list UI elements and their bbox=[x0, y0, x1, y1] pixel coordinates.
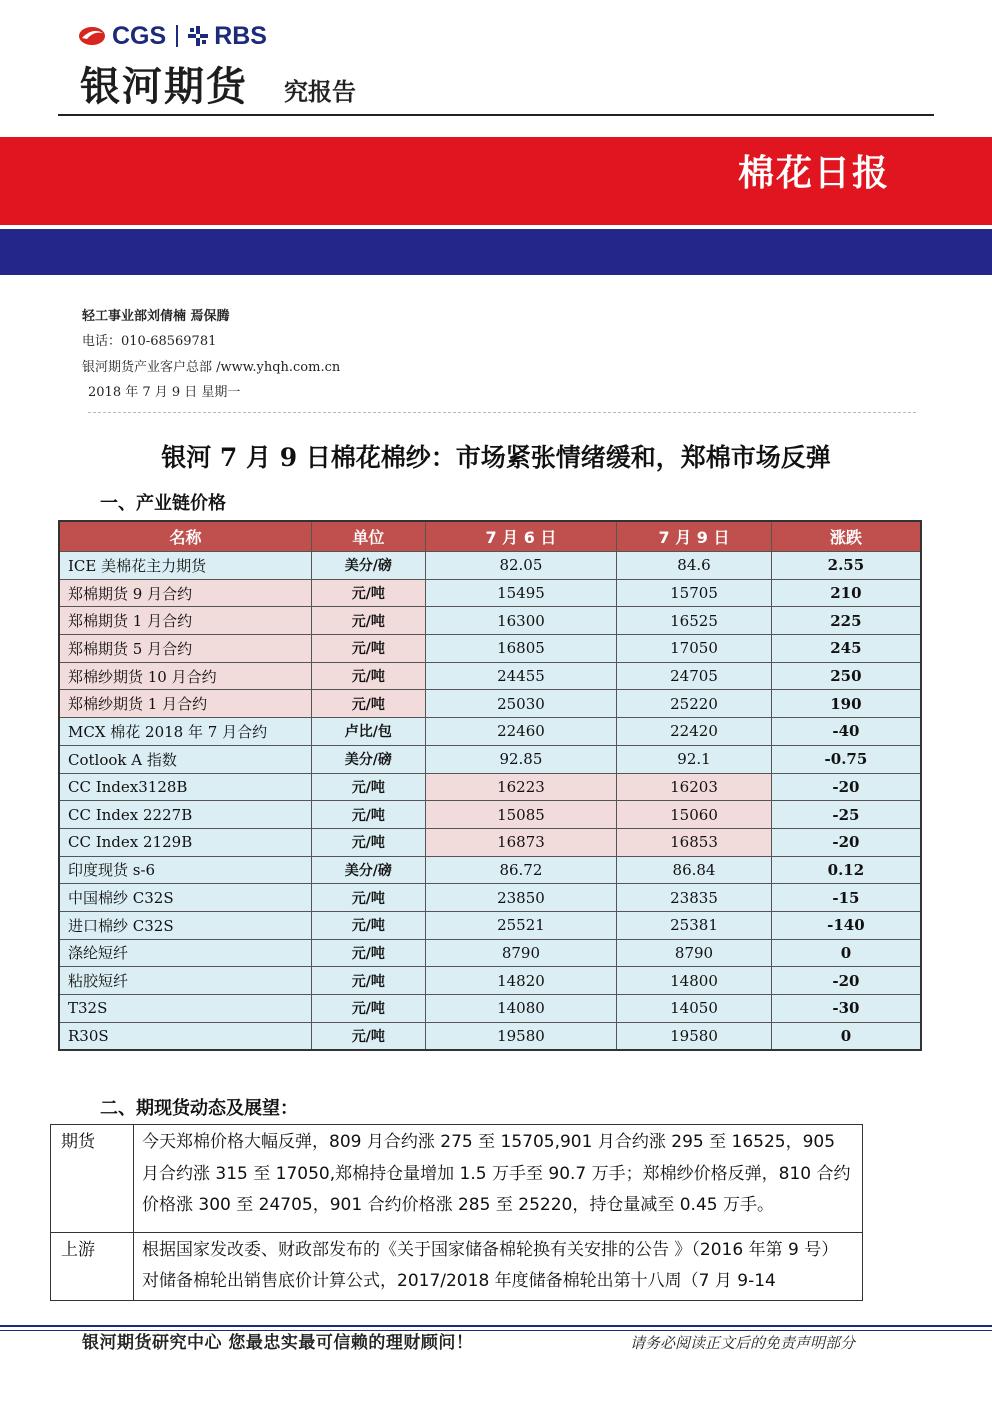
outlook-label: 上游 bbox=[51, 1232, 134, 1300]
cell-change: 0.12 bbox=[771, 856, 921, 884]
cell-date1-value: 23850 bbox=[425, 884, 617, 912]
cell-unit: 元/吨 bbox=[311, 995, 425, 1023]
col-header-name: 名称 bbox=[59, 521, 311, 552]
cell-unit: 元/吨 bbox=[311, 690, 425, 718]
table-row bbox=[59, 911, 921, 939]
cell-date2-value: 14050 bbox=[617, 995, 772, 1023]
table-row bbox=[59, 635, 921, 663]
cell-date2-value: 86.84 bbox=[617, 856, 772, 884]
section-heading-prices: 一、产业链价格 bbox=[100, 493, 226, 514]
cell-name: MCX 棉花 2018 年 7 月合约 bbox=[59, 718, 311, 746]
cell-unit: 元/吨 bbox=[311, 828, 425, 856]
table-row bbox=[59, 884, 921, 912]
cell-name: 中国棉纱 C32S bbox=[59, 884, 311, 912]
cell-change: -30 bbox=[771, 995, 921, 1023]
cell-name: 进口棉纱 C32S bbox=[59, 911, 311, 939]
cell-change: 2.55 bbox=[771, 552, 921, 580]
table-row bbox=[59, 801, 921, 829]
report-date: 2018 年 7 月 9 日 星期一 bbox=[88, 385, 241, 400]
cell-date2-value: 17050 bbox=[617, 635, 772, 663]
cell-date2-value: 15705 bbox=[617, 579, 772, 607]
outlook-row bbox=[51, 1125, 863, 1233]
section-heading-outlook: 二、期现货动态及展望： bbox=[100, 1098, 298, 1119]
document-title: 银河 7 月 9 日棉花棉纱：市场紧张情绪缓和，郑棉市场反弹 bbox=[161, 443, 831, 472]
logo-cgs-text: CGS bbox=[112, 21, 167, 50]
cell-unit: 元/吨 bbox=[311, 1022, 425, 1050]
blue-banner bbox=[0, 229, 992, 275]
cell-name: 郑棉期货 9 月合约 bbox=[59, 579, 311, 607]
cell-unit: 元/吨 bbox=[311, 967, 425, 995]
outlook-label: 期货 bbox=[51, 1125, 134, 1233]
col-header-change: 涨跌 bbox=[771, 521, 921, 552]
cell-name: CC Index 2227B bbox=[59, 801, 311, 829]
cell-change: -20 bbox=[771, 967, 921, 995]
cell-change: -15 bbox=[771, 884, 921, 912]
cgs-logo-icon bbox=[78, 25, 106, 47]
table-header-row bbox=[59, 521, 921, 552]
cell-date2-value: 84.6 bbox=[617, 552, 772, 580]
cell-name: Cotlook A 指数 bbox=[59, 745, 311, 773]
outlook-text: 今天郑棉价格大幅反弹，809 月合约涨 275 至 15705,901 月合约涨 295 至 16525，905 月合约涨 315 至 17050,郑棉持仓量增加 1.5 万手至 90.7 万手；郑棉纱价格反弹，810 合约价格涨 300 至 24705，901 合约价格涨 285 至 25220，持仓量减至 0.45 万手。 bbox=[134, 1125, 863, 1233]
cell-date1-value: 16873 bbox=[425, 828, 617, 856]
table-row bbox=[59, 773, 921, 801]
cell-name: R30S bbox=[59, 1022, 311, 1050]
cell-name: 郑棉纱期货 1 月合约 bbox=[59, 690, 311, 718]
brand-logo bbox=[78, 20, 267, 52]
cell-name: 印度现货 s-6 bbox=[59, 856, 311, 884]
phone: 电话：010-68569781 bbox=[82, 334, 217, 349]
table-row bbox=[59, 579, 921, 607]
cell-date2-value: 22420 bbox=[617, 718, 772, 746]
cell-date1-value: 15495 bbox=[425, 579, 617, 607]
header-divider bbox=[58, 114, 934, 116]
table-row bbox=[59, 552, 921, 580]
cell-date1-value: 15085 bbox=[425, 801, 617, 829]
cell-name: T32S bbox=[59, 995, 311, 1023]
cell-unit: 元/吨 bbox=[311, 911, 425, 939]
rbs-logo-icon bbox=[188, 26, 208, 46]
cell-name: 郑棉纱期货 10 月合约 bbox=[59, 662, 311, 690]
cell-change: 190 bbox=[771, 690, 921, 718]
cell-date2-value: 16853 bbox=[617, 828, 772, 856]
cell-date1-value: 22460 bbox=[425, 718, 617, 746]
footer-slogan: 银河期货研究中心 您最忠实最可信赖的理财顾问！ bbox=[82, 1333, 474, 1353]
cell-change: -25 bbox=[771, 801, 921, 829]
outlook-text: 根据国家发改委、财政部发布的《关于国家储备棉轮换有关安排的公告 》（2016 年第 9 号）对储备棉轮出销售底价计算公式，2017/2018 年度储备棉轮出第十八周（7 月 9-14 bbox=[134, 1232, 863, 1300]
cell-change: 0 bbox=[771, 939, 921, 967]
cell-date2-value: 25220 bbox=[617, 690, 772, 718]
cell-date1-value: 8790 bbox=[425, 939, 617, 967]
cell-date2-value: 14800 bbox=[617, 967, 772, 995]
cell-date1-value: 16300 bbox=[425, 607, 617, 635]
authors: 轻工事业部刘倩楠 焉保腾 bbox=[82, 309, 230, 324]
table-row bbox=[59, 662, 921, 690]
table-row bbox=[59, 856, 921, 884]
cell-unit: 元/吨 bbox=[311, 607, 425, 635]
cell-date2-value: 25381 bbox=[617, 911, 772, 939]
cell-date2-value: 8790 bbox=[617, 939, 772, 967]
cell-date1-value: 14820 bbox=[425, 967, 617, 995]
table-row bbox=[59, 1022, 921, 1050]
col-header-date2: 7 月 9 日 bbox=[617, 521, 772, 552]
cell-date1-value: 82.05 bbox=[425, 552, 617, 580]
cell-change: 210 bbox=[771, 579, 921, 607]
cell-change: 250 bbox=[771, 662, 921, 690]
logo-divider bbox=[176, 25, 178, 47]
cell-unit: 元/吨 bbox=[311, 662, 425, 690]
meta-divider bbox=[88, 412, 916, 413]
cell-change: 225 bbox=[771, 607, 921, 635]
cell-date2-value: 19580 bbox=[617, 1022, 772, 1050]
cell-name: 郑棉期货 5 月合约 bbox=[59, 635, 311, 663]
cell-date1-value: 14080 bbox=[425, 995, 617, 1023]
table-row bbox=[59, 745, 921, 773]
cell-change: -0.75 bbox=[771, 745, 921, 773]
footer-rule bbox=[0, 1325, 992, 1327]
cell-name: CC Index 2129B bbox=[59, 828, 311, 856]
cell-name: 粘胶短纤 bbox=[59, 967, 311, 995]
cell-date1-value: 25521 bbox=[425, 911, 617, 939]
website: 银河期货产业客户总部 /www.yhqh.com.cn bbox=[82, 360, 341, 375]
table-row bbox=[59, 828, 921, 856]
cell-change: -140 bbox=[771, 911, 921, 939]
logo-rbs-text: RBS bbox=[214, 21, 267, 50]
cell-date1-value: 16223 bbox=[425, 773, 617, 801]
cell-unit: 美分/磅 bbox=[311, 856, 425, 884]
cell-date2-value: 92.1 bbox=[617, 745, 772, 773]
cell-date2-value: 23835 bbox=[617, 884, 772, 912]
cell-unit: 元/吨 bbox=[311, 635, 425, 663]
cell-name: 涤纶短纤 bbox=[59, 939, 311, 967]
cell-change: -20 bbox=[771, 773, 921, 801]
cell-unit: 元/吨 bbox=[311, 939, 425, 967]
cell-unit: 卢比/包 bbox=[311, 718, 425, 746]
cell-name: CC Index3128B bbox=[59, 773, 311, 801]
cell-date2-value: 16203 bbox=[617, 773, 772, 801]
company-name: 银河期货 bbox=[80, 64, 248, 110]
table-row bbox=[59, 690, 921, 718]
cell-unit: 元/吨 bbox=[311, 801, 425, 829]
cell-unit: 美分/磅 bbox=[311, 552, 425, 580]
outlook-row bbox=[51, 1232, 863, 1300]
cell-name: ICE 美棉花主力期货 bbox=[59, 552, 311, 580]
cell-change: 0 bbox=[771, 1022, 921, 1050]
cell-date2-value: 24705 bbox=[617, 662, 772, 690]
table-row bbox=[59, 718, 921, 746]
table-row bbox=[59, 939, 921, 967]
cell-date1-value: 92.85 bbox=[425, 745, 617, 773]
cell-name: 郑棉期货 1 月合约 bbox=[59, 607, 311, 635]
cell-date1-value: 19580 bbox=[425, 1022, 617, 1050]
col-header-date1: 7 月 6 日 bbox=[425, 521, 617, 552]
table-row bbox=[59, 607, 921, 635]
cell-date2-value: 16525 bbox=[617, 607, 772, 635]
col-header-unit: 单位 bbox=[311, 521, 425, 552]
cell-date2-value: 15060 bbox=[617, 801, 772, 829]
cell-unit: 元/吨 bbox=[311, 579, 425, 607]
price-table bbox=[58, 520, 922, 1051]
cell-change: -40 bbox=[771, 718, 921, 746]
cell-date1-value: 24455 bbox=[425, 662, 617, 690]
table-row bbox=[59, 995, 921, 1023]
outlook-table bbox=[50, 1124, 863, 1301]
cell-change: 245 bbox=[771, 635, 921, 663]
table-row bbox=[59, 967, 921, 995]
cell-date1-value: 16805 bbox=[425, 635, 617, 663]
cell-date1-value: 86.72 bbox=[425, 856, 617, 884]
cell-unit: 元/吨 bbox=[311, 773, 425, 801]
cell-unit: 元/吨 bbox=[311, 884, 425, 912]
cell-date1-value: 25030 bbox=[425, 690, 617, 718]
banner-title: 棉花日报 bbox=[737, 153, 890, 194]
footer-disclaimer: 请务必阅读正文后的免责声明部分 bbox=[630, 1334, 856, 1352]
report-kind: 究报告 bbox=[284, 78, 356, 106]
cell-unit: 美分/磅 bbox=[311, 745, 425, 773]
cell-change: -20 bbox=[771, 828, 921, 856]
